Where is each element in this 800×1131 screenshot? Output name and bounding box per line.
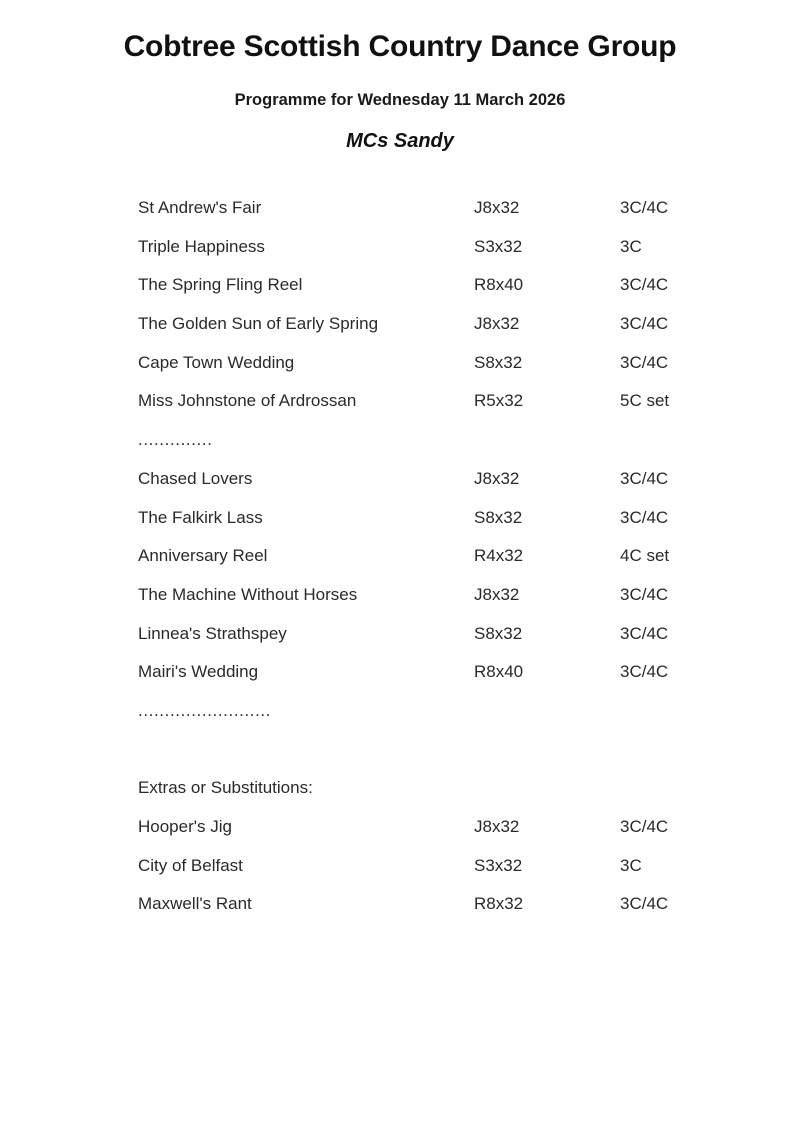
- dance-code: S8x32: [474, 623, 523, 643]
- dotted-line: .........................: [138, 700, 272, 720]
- dance-code: S3x32: [474, 855, 523, 875]
- dance-set: 3C/4C: [620, 507, 669, 527]
- dance-name: Cape Town Wedding: [138, 352, 295, 372]
- dance-row: [138, 235, 760, 274]
- dance-set: 3C: [620, 236, 642, 256]
- dance-code: J8x32: [474, 314, 520, 334]
- dance-code: S8x32: [474, 352, 523, 372]
- dance-name: Triple Happiness: [138, 236, 265, 256]
- dance-row: [138, 660, 760, 699]
- dance-row: [138, 467, 760, 506]
- dance-code: R8x32: [474, 894, 524, 914]
- dance-set: 3C/4C: [620, 817, 669, 836]
- dance-set: 3C/4C: [620, 584, 669, 604]
- dance-name: Mairi's Wedding: [138, 662, 259, 682]
- dance-row: [138, 815, 760, 854]
- dance-code: J8x32: [474, 198, 520, 217]
- extras-section: [138, 776, 760, 931]
- dance-code: R4x32: [474, 546, 524, 566]
- dance-set: 3C/4C: [620, 275, 669, 295]
- dance-code: S8x32: [474, 507, 523, 527]
- extras-heading: Extras or Substitutions:: [138, 778, 313, 798]
- dance-name: Linnea's Strathspey: [138, 623, 287, 643]
- dance-row: [138, 583, 760, 622]
- dance-set: 3C/4C: [620, 198, 669, 217]
- dance-row: [138, 196, 760, 235]
- dance-name: The Machine Without Horses: [138, 584, 358, 604]
- mcs-line: MCs Sandy: [346, 130, 454, 153]
- dance-set: 3C/4C: [620, 662, 669, 682]
- page-title: Cobtree Scottish Country Dance Group: [123, 30, 677, 63]
- dance-row: [138, 622, 760, 661]
- interval-separator-short: [138, 428, 760, 467]
- dance-name: The Golden Sun of Early Spring: [138, 314, 379, 334]
- dance-code: R8x40: [474, 662, 524, 682]
- blank-spacer-row: [138, 738, 760, 777]
- dance-name: Hooper's Jig: [138, 817, 232, 836]
- dance-row: [138, 273, 760, 312]
- dance-set: 5C set: [620, 391, 670, 411]
- dance-row: [138, 312, 760, 351]
- dance-name: St Andrew's Fair: [138, 198, 262, 217]
- dance-row: [138, 351, 760, 390]
- dance-set: 3C/4C: [620, 894, 669, 914]
- dance-set: 3C/4C: [620, 468, 669, 488]
- dance-code: J8x32: [474, 817, 520, 836]
- end-separator-long: [138, 699, 760, 738]
- dance-name: City of Belfast: [138, 855, 243, 875]
- dance-name: Chased Lovers: [138, 468, 253, 488]
- dance-row: [138, 544, 760, 583]
- first-half-section: [138, 196, 760, 428]
- dance-code: J8x32: [474, 584, 520, 604]
- second-half-section: [138, 467, 760, 699]
- dance-row: [138, 389, 760, 428]
- dance-code: R5x32: [474, 391, 524, 411]
- dance-name: Miss Johnstone of Ardrossan: [138, 391, 357, 411]
- dance-set: 3C/4C: [620, 314, 669, 334]
- programme-list: [138, 196, 760, 931]
- dance-set: 3C: [620, 855, 642, 875]
- dance-row: [138, 892, 760, 931]
- dance-code: S3x32: [474, 236, 523, 256]
- dotted-line: ..............: [138, 430, 213, 450]
- dance-row: [138, 854, 760, 893]
- dance-row: [138, 506, 760, 545]
- dance-name: The Spring Fling Reel: [138, 275, 303, 295]
- dance-code: R8x40: [474, 275, 524, 295]
- dance-set: 3C/4C: [620, 352, 669, 372]
- dance-name: The Falkirk Lass: [138, 507, 263, 527]
- document-header: [0, 0, 800, 153]
- dance-set: 3C/4C: [620, 623, 669, 643]
- dance-set: 4C set: [620, 546, 670, 566]
- dance-name: Maxwell's Rant: [138, 894, 252, 914]
- dance-name: Anniversary Reel: [138, 546, 268, 566]
- dance-code: J8x32: [474, 468, 520, 488]
- programme-date-subtitle: Programme for Wednesday 11 March 2026: [234, 90, 566, 109]
- extras-heading-row: [138, 776, 760, 815]
